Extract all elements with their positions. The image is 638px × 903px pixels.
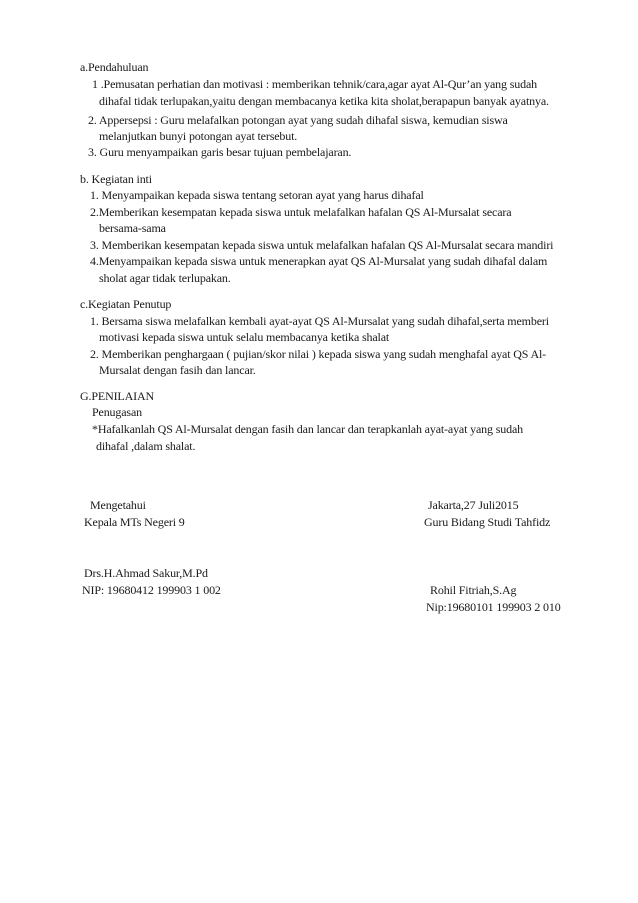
- section-g-task-line-1: *Hafalkanlah QS Al-Mursalat dengan fasih dan lancar dan terapkanlah ayat-ayat yang sudah: [92, 422, 523, 436]
- section-b-item-3: 3. Memberikan kesempatan kepada siswa untuk melafalkan hafalan QS Al-Mursalat secara mandiri: [90, 238, 554, 252]
- section-a-heading: a.Pendahuluan: [80, 60, 149, 74]
- section-c-item-2-line-1: 2. Memberikan penghargaan ( pujian/skor nilai ) kepada siswa yang sudah menghafal ayat QS Al-: [90, 347, 547, 361]
- section-b-item-4-line-2: sholat agar tidak terlupakan.: [99, 271, 231, 285]
- signature-left-role: Kepala MTs Negeri 9: [84, 515, 185, 529]
- signature-right-name: Rohil Fitriah,S.Ag: [430, 583, 517, 597]
- section-a-item-1-line-2: dihafal tidak terlupakan,yaitu dengan membacanya ketika kita sholat,berapapun banyak ayatnya.: [99, 94, 549, 108]
- signature-left-nip: NIP: 19680412 199903 1 002: [82, 583, 221, 597]
- section-b-item-1: 1. Menyampaikan kepada siswa tentang setoran ayat yang harus dihafal: [90, 188, 424, 202]
- section-a-item-3: 3. Guru menyampaikan garis besar tujuan pembelajaran.: [88, 145, 352, 159]
- section-c-item-1-line-2: motivasi kepada siswa untuk selalu membacanya ketika shalat: [99, 330, 390, 344]
- section-b-item-4-line-1: 4.Menyampaikan kepada siswa untuk menerapkan ayat QS Al-Mursalat yang sudah dihafal dalam: [90, 254, 548, 268]
- signature-right-role: Guru Bidang Studi Tahfidz: [424, 515, 551, 529]
- section-c-item-1-line-1: 1. Bersama siswa melafalkan kembali ayat-ayat QS Al-Mursalat yang sudah dihafal,serta memberi: [90, 314, 549, 328]
- section-a-item-1-line-1: 1 .Pemusatan perhatian dan motivasi : memberikan tehnik/cara,agar ayat Al-Qur’an yang sudah: [92, 77, 537, 91]
- section-b-heading: b. Kegiatan inti: [80, 172, 152, 186]
- signature-right-nip: Nip:19680101 199903 2 010: [426, 600, 561, 614]
- section-c-heading: c.Kegiatan Penutup: [80, 297, 172, 311]
- section-b-item-2-line-1: 2.Memberikan kesempatan kepada siswa untuk melafalkan hafalan QS Al-Mursalat secara: [90, 205, 512, 219]
- section-g-task-line-2: dihafal ,dalam shalat.: [96, 439, 196, 453]
- signature-right-date: Jakarta,27 Juli2015: [428, 498, 519, 512]
- signature-left-name: Drs.H.Ahmad Sakur,M.Pd: [84, 566, 208, 580]
- section-a-item-2-line-2: melanjutkan bunyi potongan ayat tersebut.: [99, 129, 298, 143]
- section-g-heading: G.PENILAIAN: [80, 389, 155, 403]
- section-g-subheading: Penugasan: [92, 405, 142, 419]
- section-b-item-2-line-2: bersama-sama: [99, 221, 166, 235]
- section-a-item-2-line-1: 2. Appersepsi : Guru melafalkan potongan ayat yang sudah dihafal siswa, kemudian siswa: [88, 113, 508, 127]
- section-c-item-2-line-2: Mursalat dengan fasih dan lancar.: [99, 363, 256, 377]
- signature-left-title: Mengetahui: [90, 498, 146, 512]
